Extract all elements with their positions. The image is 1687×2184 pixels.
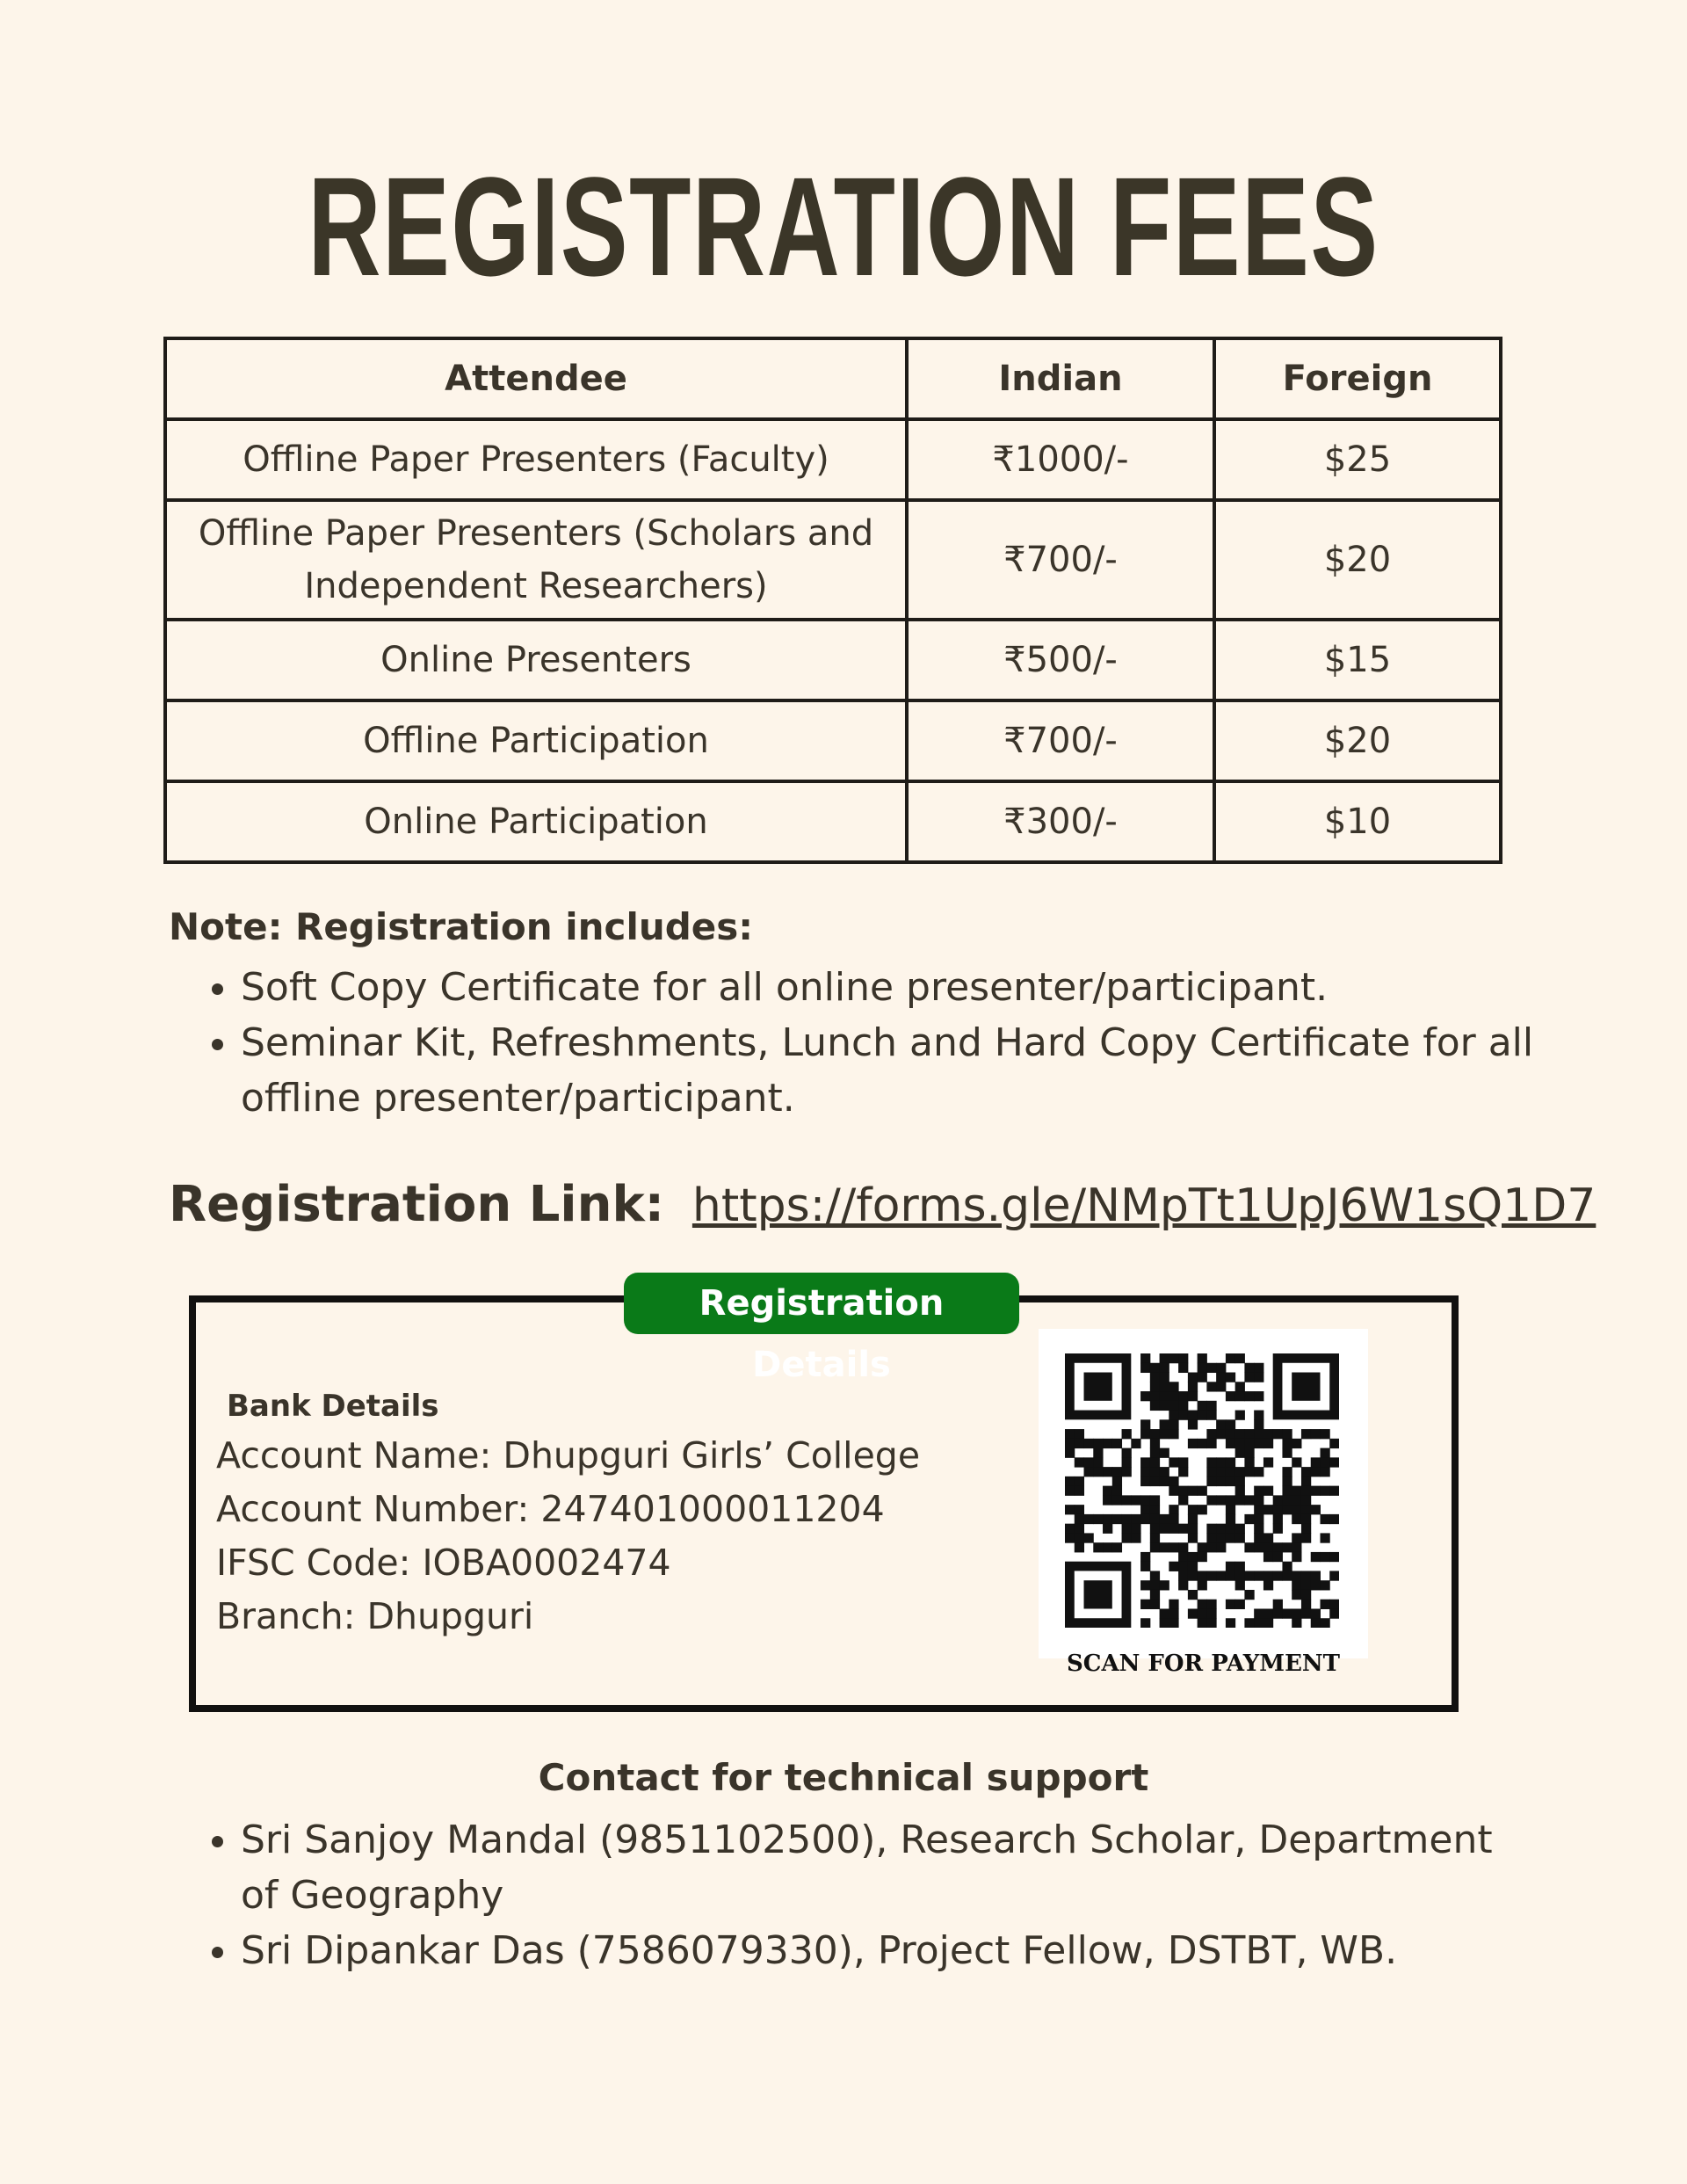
list-item: • Soft Copy Certificate for all online presenter/participant. bbox=[241, 960, 1541, 1015]
contact-list bbox=[169, 1812, 1541, 1978]
header-foreign: Foreign bbox=[1214, 338, 1501, 419]
cell-attendee: Offline Paper Presenters (Faculty) bbox=[165, 419, 907, 500]
table-row bbox=[165, 781, 1501, 862]
cell-attendee: Online Participation bbox=[165, 781, 907, 862]
table-row bbox=[165, 700, 1501, 781]
cell-indian: ₹300/- bbox=[907, 781, 1214, 862]
cell-indian: ₹1000/- bbox=[907, 419, 1214, 500]
bank-details bbox=[216, 1429, 920, 1643]
list-item: • Sri Dipankar Das (7586079330), Project Fellow, DSTBT, WB. bbox=[241, 1923, 1541, 1978]
cell-foreign: $25 bbox=[1214, 419, 1501, 500]
cell-attendee: Offline Paper Presenters (Scholars and Independent Researchers) bbox=[165, 500, 907, 620]
note-title: Note: Registration includes: bbox=[169, 905, 754, 948]
contact-title: Contact for technical support bbox=[538, 1756, 1149, 1799]
header-attendee: Attendee bbox=[165, 338, 907, 419]
table-row bbox=[165, 419, 1501, 500]
registration-link[interactable]: https://forms.gle/NMpTt1UpJ6W1sQ1D7 bbox=[691, 1179, 1596, 1232]
cell-indian: ₹500/- bbox=[907, 620, 1214, 700]
header-indian: Indian bbox=[907, 338, 1214, 419]
cell-attendee: Offline Participation bbox=[165, 700, 907, 781]
cell-attendee: Online Presenters bbox=[165, 620, 907, 700]
table-header-row bbox=[165, 338, 1501, 419]
branch: Branch: Dhupguri bbox=[216, 1595, 534, 1637]
ifsc-code: IFSC Code: IOBA0002474 bbox=[216, 1542, 671, 1584]
list-item: • Seminar Kit, Refreshments, Lunch and Hard Copy Certificate for all offline presenter/participant. bbox=[241, 1015, 1541, 1126]
account-name: Account Name: Dhupguri Girls’ College bbox=[216, 1434, 921, 1477]
bank-details-title: Bank Details bbox=[227, 1389, 439, 1424]
cell-indian: ₹700/- bbox=[907, 700, 1214, 781]
fees-table bbox=[163, 337, 1502, 864]
cell-foreign: $20 bbox=[1214, 500, 1501, 620]
cell-foreign: $15 bbox=[1214, 620, 1501, 700]
list-item: • Sri Sanjoy Mandal (9851102500), Research Scholar, Department of Geography bbox=[241, 1812, 1541, 1923]
registration-link-label: Registration Link: bbox=[169, 1176, 665, 1233]
qr-caption: SCAN FOR PAYMENT bbox=[1066, 1651, 1341, 1677]
page-title: REGISTRATION FEES bbox=[308, 148, 1379, 305]
cell-indian: ₹700/- bbox=[907, 500, 1214, 620]
qr-code-icon bbox=[1065, 1353, 1339, 1628]
table-row bbox=[165, 500, 1501, 620]
table-row bbox=[165, 620, 1501, 700]
note-list bbox=[169, 960, 1541, 1126]
cell-foreign: $10 bbox=[1214, 781, 1501, 862]
qr-code-card bbox=[1039, 1329, 1368, 1658]
registration-link-row bbox=[169, 1174, 1596, 1237]
registration-details-badge: Registration Details bbox=[624, 1273, 1019, 1334]
account-number: Account Number: 247401000011204 bbox=[216, 1488, 885, 1530]
cell-foreign: $20 bbox=[1214, 700, 1501, 781]
